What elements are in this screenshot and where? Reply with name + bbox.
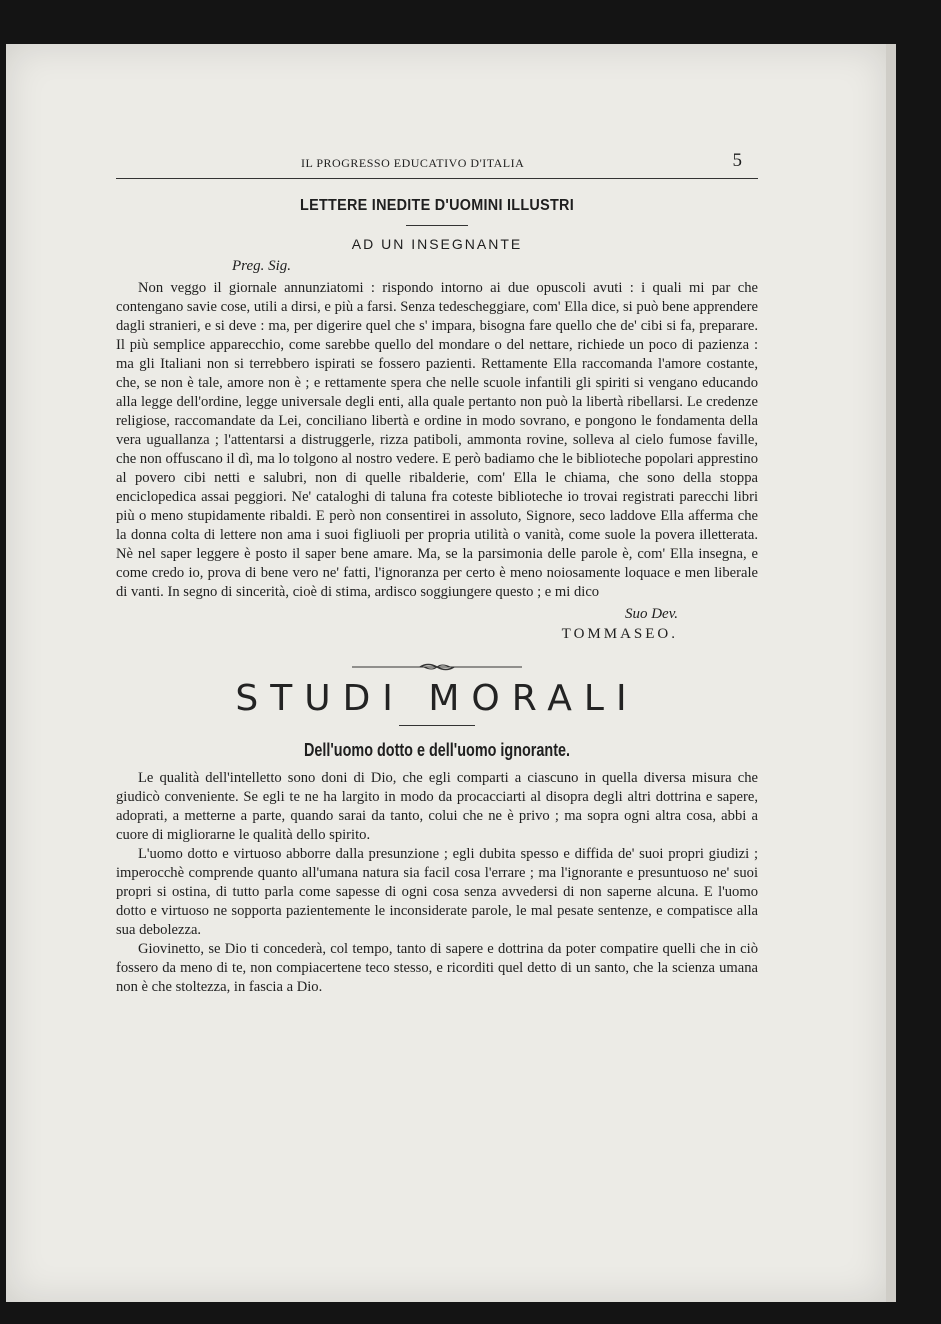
letter-signature: TOMMASEO. [561, 626, 678, 642]
essay-body [116, 769, 758, 997]
heading-rule [399, 725, 475, 726]
letter-paragraph: Non veggo il giornale annunziatomi : rispondo intorno ai due opuscoli avuti : i quali mi par che contengano savie cose, utili a dirsi, e più a farsi. Senza tedescheggiare, com' Ella dice, si può bene apprendere dagli stranieri, e si deve : ma, per digerire quel che s' impara, bisogna fare quello che de' cibi si fa, preparare. Il più semplice apparecchio, come sarebbe quello del mondare o del nettare, richiede un poco di pazienza : ma gli Italiani non si terrebbero ispirati se fossero pazienti. Rettamente Ella raccomanda l'amore costante, che, se non è tale, amore non è ; e rettamente spera che nelle scuole infantili gli spiriti si vengano educando alla legge dell'ordine, legge universale degli enti, alla quale pertanto non può la libertà ribellarsi. Le credenze religiose, raccomandate da Lei, conciliano libertà e ordine in modo sovrano, e pongono le fondamenta della vera uguallanza ; l'attentarsi a distruggerle, rizza patiboli, ammonta rovine, solleva al cielo fumose faville, che non offuscano il dì, ma lo tolgono al nostro vedere. E però badiamo che le biblioteche popolari apprestino al povero cibi netti e salubri, non di quelle ribalderie, com' Ella le chiama, che sono della stoppa enciclopedica assai peggiori. Ne' cataloghi di taluna fra coteste biblioteche io trovai registrati parecchi libri più o meno stupidamente ribaldi. E però non consentirei in assoluto, Signore, seco laddove Ella afferma che la donna colta di lettere non ama i suoi figliuoli per propria utilità o vanità, come suole la povera illetterata. Nè nel saper leggere è posto il saper bene amare. Ma, se la parsimonia delle parole è, com' Ella insegna, e come credo io, prova di bene vero ne' fatti, l'ignoranza per certo è meno noiosamente loquace e men liberale di vanti. In segno di sincerità, cioè di stima, ardisco soggiungere questo ; e mi dico [116, 280, 758, 600]
essay-paragraph: L'uomo dotto e virtuoso abborre dalla presunzione ; egli dubita spesso e diffida de' suoi propri giudizi ; imperocchè comprende quanto all'umana natura sia facil cosa l'errare ; ma l'ignorante e presuntuoso ne' suoi propri si ostina, di tutto parla come sapesse di ogni cosa senza avvedersi di non saperne alcuna. E l'uomo dotto e virtuoso ne sopporta pazientemente le inconsiderate parole, le mal pesate sentenze, e compatisce alla sua debolezza. [116, 846, 758, 938]
essay-paragraph: Le qualità dell'intelletto sono doni di Dio, che egli comparti a ciascuno in quella diversa misura che giudicò conveniente. Se egli te ne ha largito in modo da procacciarti al disopra degli altri dottrina e sapere, adoprati, a metterne a parte, quando sarai da tanto, colui che ne è privo ; ma sopra ogni altra cosa, abbi a cuore di migliorarne le qualità dello spirito. [116, 770, 758, 843]
letter-signoff [116, 604, 758, 644]
ornament-divider [116, 662, 758, 672]
letter-body [116, 279, 758, 602]
page-number: 5 [732, 150, 742, 171]
title-rule [406, 225, 468, 226]
letter-closing: Suo Dev. [624, 606, 678, 622]
essay-title: Dell'uomo dotto e dell'uomo ignorante. [303, 740, 571, 760]
page-content [116, 150, 758, 997]
running-head [116, 150, 758, 179]
letter-section-title: LETTERE INEDITE D'UOMINI ILLUSTRI [300, 197, 574, 214]
running-title: IL PROGRESSO EDUCATIVO D'ITALIA [301, 156, 525, 170]
ornament-flourish-icon [352, 662, 522, 672]
letter-subtitle: AD UN INSEGNANTE [351, 236, 523, 252]
letter-salutation: Preg. Sig. [232, 258, 292, 274]
page-edge [886, 44, 896, 1302]
section-heading: STUDI MORALI [235, 678, 639, 719]
essay-paragraph: Giovinetto, se Dio ti concederà, col tempo, tanto di sapere e dottrina da poter compatire quelli che in ciò fossero da meno di te, non compiacertene teco stesso, e ricorditi quel detto di un santo, che la scienza umana non è che stoltezza, in fascia a Dio. [116, 941, 758, 995]
